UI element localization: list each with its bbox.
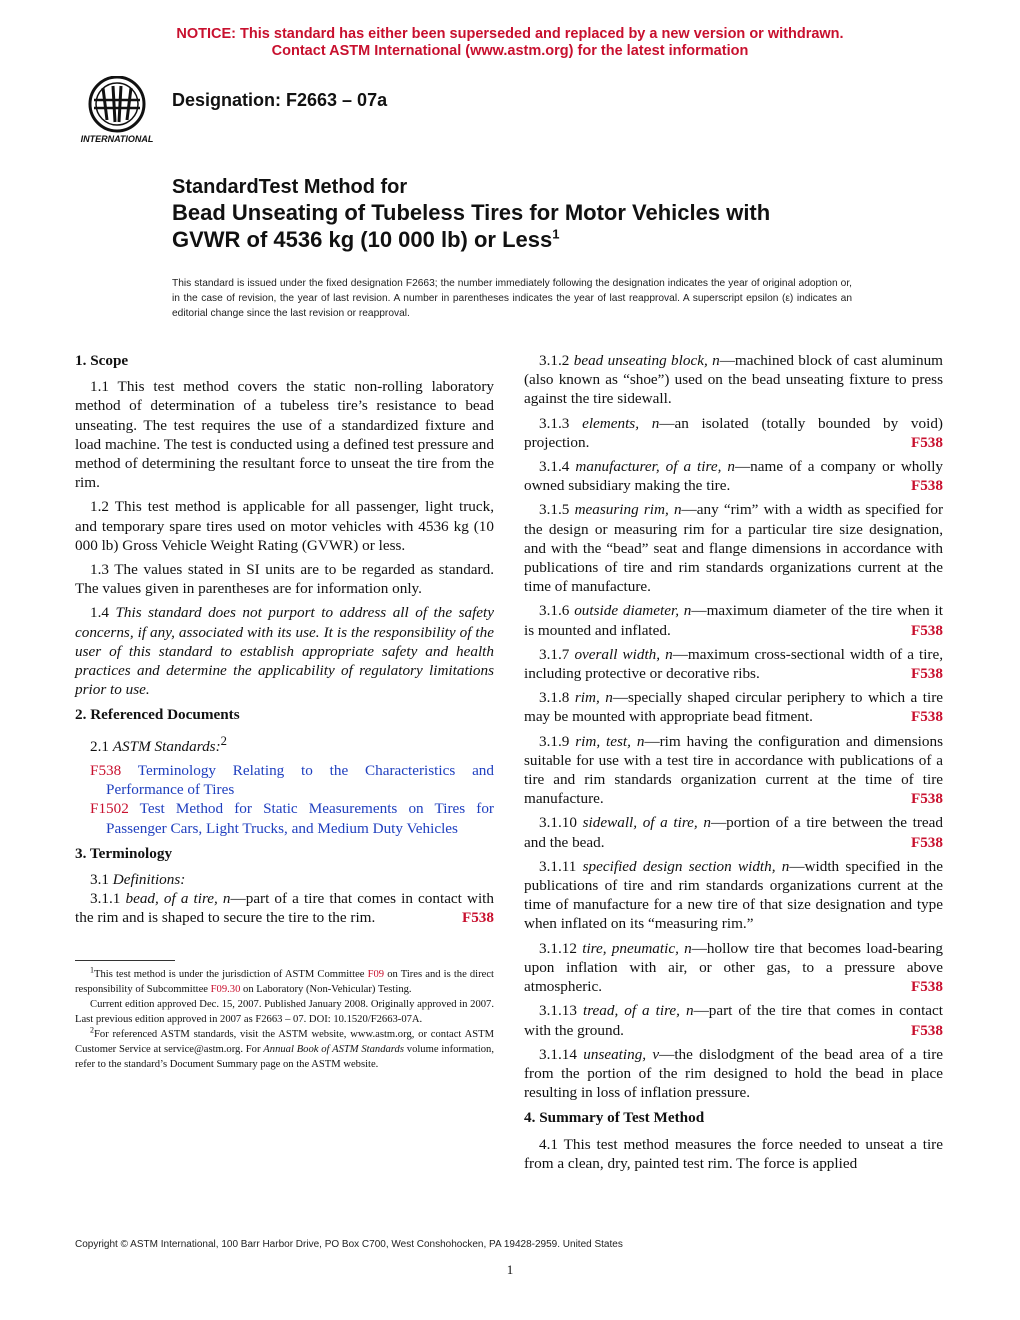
document-title: [172, 175, 952, 253]
footnote-2-italic: Annual Book of ASTM Standards: [263, 1043, 404, 1055]
notice-line-2: Contact ASTM International (www.astm.org) for the latest information: [271, 43, 749, 59]
definition-item: [524, 1045, 943, 1103]
subsection-2-1-mark: 2: [220, 733, 227, 748]
title-footnote-mark: 1: [552, 226, 560, 242]
definition-number: 3.1.14: [539, 1045, 577, 1063]
paragraph-1-3: 1.3 The values stated in SI units are to be regarded as standard. The values given in parentheses are for information only.: [75, 561, 494, 598]
title-line-3-text: GVWR of 4536 kg (10 000 lb) or Less: [172, 227, 553, 252]
subsection-2-1-number: 2.1: [90, 737, 109, 755]
definition-item: [524, 457, 943, 495]
definition-reference-link[interactable]: F538: [910, 665, 943, 683]
definition-reference-link[interactable]: F538: [910, 433, 943, 451]
committee-link[interactable]: F09: [367, 968, 385, 980]
definition-text: —specially shaped circular periphery to which a tire may be mounted with appropriate bead fitment.: [524, 689, 943, 726]
footnote-1-text-a: This test method is under the jurisdiction of ASTM Committee: [94, 968, 365, 980]
section-heading-referenced: 2. Referenced Documents: [75, 706, 240, 724]
notice-line-1: NOTICE: This standard has either been superseded and replaced by a new version or withdrawn.: [176, 26, 844, 42]
definition-text: —an isolated (totally bounded by void) projection.: [524, 414, 943, 451]
copyright-footer: Copyright © ASTM International, 100 Barr Harbor Drive, PO Box C700, West Conshohocken, PA 19428-2959. United States: [75, 1239, 623, 1250]
paragraph-1-2: 1.2 This test method is applicable for all passenger, light truck, and temporary spare tires used on motor vehicles with 4536 kg (10 000 lb) Gross Vehicle Weight Rating (GVWR) or less.: [75, 498, 494, 554]
definition-term: specified design section width, n: [582, 857, 790, 875]
reference-title-link[interactable]: Terminology Relating to the Characteristics and Performance of Tires: [106, 761, 494, 799]
footnote-2-mark: 2: [90, 1025, 94, 1035]
issue-note: This standard is issued under the fixed designation F2663; the number immediately following the designation indicates the year of original adoption or, in the case of revision, the year of last revision. A number in parentheses indicates the year of last reapproval. A superscript epsilon (ε) indicates an editorial change since the last revision or reapproval.: [172, 278, 852, 319]
paragraph-1-4-text: This standard does not purport to address all of the safety concerns, if any, associated with its use. It is the responsibility of the user of this standard to establish appropriate safety and health practices and determine the applicability of regulatory limitations prior to use.: [75, 604, 495, 699]
definition-text: —the dislodgment of the bead area of a tire from the portion of the rim designed to hold the bead in place resulting in loss of inflation pressure.: [524, 1045, 943, 1102]
definition-item: [524, 601, 943, 639]
section-heading-summary: 4. Summary of Test Method: [524, 1109, 705, 1127]
definition-text: —rim having the configuration and dimensions suitable for use with a test tire in accordance with publications of a tire and rim standards organization current at the time of tire manufacture.: [524, 732, 943, 808]
logo-caption: INTERNATIONAL: [80, 134, 154, 144]
definition-term: rim, test, n: [575, 732, 645, 750]
footnote-2-text-b: volume information, refer to the standard’s Document Summary page on the ASTM website.: [75, 1043, 495, 1070]
reference-item[interactable]: [75, 799, 494, 837]
reference-code[interactable]: F538: [90, 761, 122, 779]
definition-text: —width specified in the publications of tire and rim standards organizations current at the time of manufacture for a new tire of that size designation and type when inflated on its “measuring rim.”: [524, 857, 944, 933]
withdrawal-notice: [0, 26, 1020, 60]
definition-term: outside diameter, n: [574, 602, 692, 620]
definition-term: rim, n: [574, 689, 613, 707]
definition-number: 3.1.1: [90, 890, 121, 908]
definition-text: —part of a tire that comes in contact with the rim and is shaped to secure the tire to the rim.: [75, 890, 494, 927]
section-heading-terminology: 3. Terminology: [75, 844, 173, 862]
definition-item: [524, 939, 943, 997]
definition-reference-link[interactable]: F538: [910, 978, 943, 996]
definition-term: unseating, v: [583, 1045, 660, 1063]
paragraph-1-1: 1.1 This test method covers the static non-rolling laboratory method of determination of a tubeless tire’s resistance to bead unseating. The test requires the use of a standardized fixture and load machine. The test is conducted using a defined test pressure and method of determining the resultant force to unseat the tire from the rim.: [75, 378, 494, 492]
definition-number: 3.1.6: [539, 602, 570, 620]
definition-number: 3.1.7: [539, 645, 570, 663]
definition-number: 3.1.2: [539, 352, 570, 369]
definition-item: [524, 351, 943, 409]
definition-text: —hollow tire that becomes load-bearing upon inflation with air, or other gas, to a pressure above atmospheric.: [524, 939, 943, 996]
subsection-3-1: [75, 870, 494, 889]
definition-term: bead unseating block, n: [573, 352, 720, 369]
definition-number: 3.1.12: [539, 939, 577, 957]
left-column: [75, 351, 494, 1072]
title-line-3: [172, 226, 952, 253]
footnote-divider: [75, 960, 175, 961]
footnote-1-text-b: on Tires and is the direct responsibility of Subcommittee: [75, 968, 494, 995]
definition-term: bead, of a tire, n: [125, 890, 231, 908]
paragraph-1-4: [75, 603, 494, 699]
definition-reference-link[interactable]: F538: [910, 790, 943, 808]
definition-item: [524, 1001, 943, 1039]
definition-text: —any “rim” with a width as specified for the design or measuring rim for a particular tire size designation, and with the “bead” seat and flange dimensions in accordance with publications of tire and rim standards organizations current at the time of manufacture.: [524, 501, 944, 596]
astm-logo-graphic: [72, 76, 162, 146]
definition-term: elements, n: [582, 414, 660, 432]
astm-logo-icon: [72, 76, 162, 146]
definition-reference-link[interactable]: F538: [461, 909, 494, 927]
definition-text: —maximum diameter of the tire when it is mounted and inflated.: [524, 602, 943, 639]
definition-text: —machined block of cast aluminum (also known as “shoe”) used on the bead unseating fixture to press against the tire sidewall.: [524, 352, 943, 408]
title-line-2: Bead Unseating of Tubeless Tires for Motor Vehicles with: [172, 200, 771, 225]
title-line-1: StandardTest Method for: [172, 176, 408, 198]
definition-text: —part of the tire that comes in contact with the ground.: [524, 1002, 943, 1039]
definition-item: [524, 857, 943, 934]
definition-reference-link[interactable]: F538: [910, 708, 943, 726]
definition-number: 3.1.4: [539, 458, 570, 476]
definition-item: [524, 500, 943, 596]
subsection-2-1: [75, 732, 494, 756]
paragraph-4-1: 4.1 This test method measures the force needed to unseat a tire from a clean, dry, painted test rim. The force is applied: [524, 1135, 943, 1172]
definition-number: 3.1.11: [539, 857, 577, 875]
footnote-1-approval: Current edition approved Dec. 15, 2007. Published January 2008. Originally approved in 2007. Last previous edition approved in 2007 as F2663 – 07. DOI: 10.1520/F2663-07A.: [75, 998, 494, 1025]
definition-reference-link[interactable]: F538: [910, 477, 943, 495]
reference-title-link[interactable]: Test Method for Static Measurements on Tires for Passenger Cars, Light Trucks, and Medium Duty Vehicles: [106, 800, 494, 837]
paragraph-1-4-number: 1.4: [90, 604, 109, 622]
subcommittee-link[interactable]: F09.30: [210, 983, 241, 995]
definition-term: manufacturer, of a tire, n: [575, 458, 735, 476]
definition-item: [75, 889, 494, 927]
section-heading-scope: 1. Scope: [75, 352, 129, 369]
definition-reference-link[interactable]: F538: [910, 1021, 943, 1039]
definition-term: overall width, n: [574, 645, 673, 663]
footnote-1-mark: 1: [90, 965, 94, 975]
subsection-3-1-title: Definitions:: [112, 870, 186, 888]
footnote-2: [75, 1027, 494, 1072]
footnotes: [75, 967, 494, 1072]
definition-number: 3.1.10: [539, 814, 577, 832]
definition-item: [524, 645, 943, 683]
definition-text: —portion of a tire between the tread and the bead.: [524, 814, 944, 851]
footnote-1-text-c: on Laboratory (Non-Vehicular) Testing.: [243, 983, 412, 995]
definition-item: [524, 414, 943, 452]
subsection-3-1-number: 3.1: [90, 870, 109, 888]
reference-code[interactable]: F1502: [90, 800, 129, 818]
footnote-1: [75, 967, 494, 997]
right-column: [524, 351, 943, 1178]
footnote-2-text-a: For referenced ASTM standards, visit the ASTM website, www.astm.org, or contact ASTM Customer Service at service@astm.org. For: [75, 1028, 494, 1055]
definition-number: 3.1.13: [539, 1002, 577, 1020]
subsection-2-1-title: ASTM Standards:: [112, 737, 221, 755]
page-number: 1: [506, 1262, 514, 1277]
definition-text: —name of a company or wholly owned subsidiary making the tire.: [524, 458, 944, 495]
definition-reference-link[interactable]: F538: [910, 833, 943, 851]
reference-item[interactable]: [75, 761, 494, 799]
definition-number: 3.1.9: [539, 732, 570, 750]
definition-number: 3.1.5: [539, 501, 570, 519]
definition-number: 3.1.3: [539, 414, 570, 432]
definition-term: tire, pneumatic, n: [582, 939, 692, 957]
definition-item: [524, 813, 943, 851]
definition-term: sidewall, of a tire, n: [582, 814, 711, 832]
definition-text: —maximum cross-sectional width of a tire, including protective or decorative ribs.: [524, 645, 944, 683]
definition-item: [524, 688, 943, 726]
definition-number: 3.1.8: [539, 689, 570, 707]
definition-item: [524, 732, 943, 809]
definition-term: measuring rim, n: [574, 501, 682, 519]
definition-reference-link[interactable]: F538: [910, 621, 943, 639]
designation: Designation: F2663 – 07a: [172, 90, 388, 110]
definition-term: tread, of a tire, n: [582, 1002, 694, 1020]
